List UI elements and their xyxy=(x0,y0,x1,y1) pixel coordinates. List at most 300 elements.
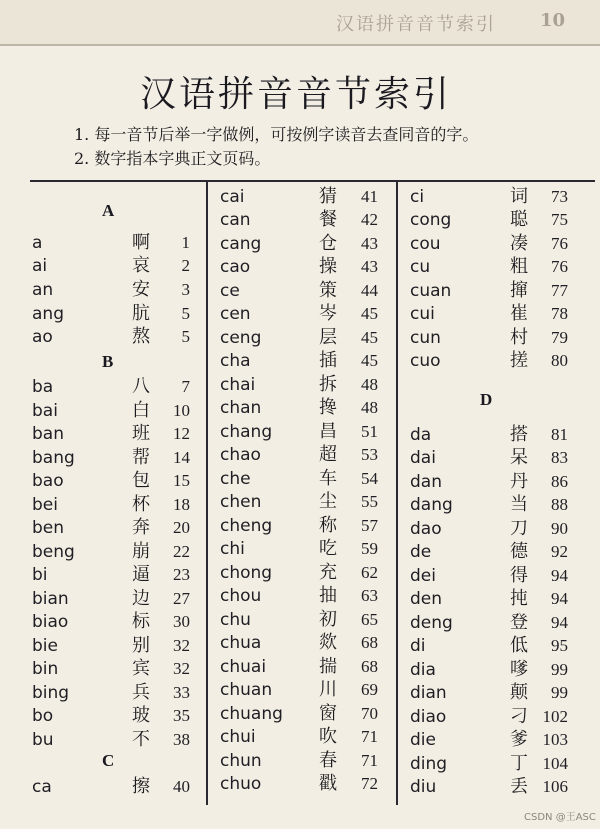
entry-example-character: 尘 xyxy=(319,491,337,512)
index-entry xyxy=(220,302,388,326)
index-entry xyxy=(410,493,578,517)
entry-page-number: 38 xyxy=(173,730,190,749)
entry-example-character: 称 xyxy=(319,515,337,536)
index-entry xyxy=(410,564,578,588)
entry-pinyin: dan xyxy=(410,472,442,492)
entry-example-character: 扽 xyxy=(510,588,528,609)
index-entry xyxy=(220,631,388,655)
entry-example-character: 餐 xyxy=(319,209,337,230)
entry-pinyin: chuang xyxy=(220,704,283,724)
entry-example-character: 昌 xyxy=(319,421,337,442)
entry-page-number: 94 xyxy=(551,589,568,608)
entry-pinyin: de xyxy=(410,542,432,562)
index-entry xyxy=(220,232,388,256)
entry-page-number: 45 xyxy=(361,351,378,370)
entry-pinyin: beng xyxy=(32,542,75,562)
index-entry xyxy=(32,375,200,399)
entry-pinyin: diao xyxy=(410,707,447,727)
entry-pinyin: bi xyxy=(32,565,48,585)
entry-example-character: 登 xyxy=(510,612,528,633)
index-entry xyxy=(410,752,578,776)
entry-pinyin: chu xyxy=(220,610,251,630)
column-divider-1 xyxy=(206,180,208,805)
entry-page-number: 86 xyxy=(551,472,568,491)
entry-page-number: 32 xyxy=(173,636,190,655)
index-entry xyxy=(32,493,200,517)
entry-page-number: 5 xyxy=(181,327,190,346)
entry-pinyin: ban xyxy=(32,424,64,444)
entry-page-number: 94 xyxy=(551,613,568,632)
index-entry xyxy=(410,423,578,447)
entry-pinyin: cou xyxy=(410,234,441,254)
index-entry xyxy=(220,772,388,796)
running-header-title: 汉语拼音音节索引 xyxy=(336,14,496,35)
entry-example-character: 宾 xyxy=(132,658,150,679)
entry-pinyin: chou xyxy=(220,586,262,606)
index-entry xyxy=(410,255,578,279)
entry-page-number: 62 xyxy=(361,563,378,582)
entry-pinyin: dian xyxy=(410,683,447,703)
index-entry xyxy=(32,302,200,326)
entry-example-character: 窗 xyxy=(319,703,337,724)
entry-example-character: 奔 xyxy=(132,517,150,538)
entry-example-character: 搀 xyxy=(319,397,337,418)
entry-example-character: 丢 xyxy=(510,776,528,797)
entry-example-character: 拆 xyxy=(319,374,337,395)
index-entry xyxy=(410,349,578,373)
index-entry xyxy=(410,775,578,799)
index-entry xyxy=(220,255,388,279)
entry-example-character: 班 xyxy=(132,423,150,444)
entry-example-character: 啊 xyxy=(132,232,150,253)
index-entry xyxy=(220,373,388,397)
entry-pinyin: cuan xyxy=(410,281,452,301)
entry-pinyin: dao xyxy=(410,519,442,539)
entry-pinyin: ben xyxy=(32,518,65,538)
entry-page-number: 63 xyxy=(361,586,378,605)
entry-pinyin: bo xyxy=(32,706,54,726)
entry-example-character: 杯 xyxy=(132,494,150,515)
entry-example-character: 肮 xyxy=(132,303,150,324)
entry-pinyin: bin xyxy=(32,659,59,679)
entry-example-character: 帮 xyxy=(132,447,150,468)
entry-pinyin: bu xyxy=(32,730,54,750)
entry-page-number: 73 xyxy=(551,187,568,206)
entry-page-number: 81 xyxy=(551,425,568,444)
index-entry xyxy=(410,540,578,564)
entry-example-character: 别 xyxy=(132,635,150,656)
index-entry xyxy=(410,728,578,752)
entry-pinyin: ang xyxy=(32,304,64,324)
entry-pinyin: chua xyxy=(220,633,262,653)
index-entry xyxy=(32,540,200,564)
entry-example-character: 嗲 xyxy=(510,659,528,680)
entry-pinyin: ce xyxy=(220,281,240,301)
entry-example-character: 不 xyxy=(132,729,150,750)
entry-page-number: 68 xyxy=(361,657,378,676)
index-entry xyxy=(32,422,200,446)
index-entry xyxy=(220,443,388,467)
index-entry xyxy=(220,420,388,444)
entry-example-character: 撺 xyxy=(510,280,528,301)
index-entry xyxy=(32,563,200,587)
entry-page-number: 40 xyxy=(173,777,190,796)
index-entry xyxy=(410,517,578,541)
entry-page-number: 23 xyxy=(173,565,190,584)
entry-page-number: 53 xyxy=(361,445,378,464)
entry-page-number: 90 xyxy=(551,519,568,538)
index-entry xyxy=(410,705,578,729)
entry-pinyin: di xyxy=(410,636,426,656)
entry-pinyin: bang xyxy=(32,448,75,468)
entry-page-number: 27 xyxy=(173,589,190,608)
index-entry xyxy=(220,279,388,303)
index-entry xyxy=(220,655,388,679)
entry-pinyin: cao xyxy=(220,257,251,277)
entry-page-number: 30 xyxy=(173,612,190,631)
entry-example-character: 包 xyxy=(132,470,150,491)
entry-page-number: 15 xyxy=(173,471,190,490)
entry-example-character: 猜 xyxy=(319,186,337,207)
entry-pinyin: ao xyxy=(32,327,53,347)
index-entry xyxy=(220,326,388,350)
entry-example-character: 粗 xyxy=(510,256,528,277)
entry-example-character: 标 xyxy=(132,611,150,632)
entry-pinyin: cheng xyxy=(220,516,273,536)
entry-pinyin: chen xyxy=(220,492,262,512)
entry-pinyin: dai xyxy=(410,448,436,468)
entry-page-number: 72 xyxy=(361,774,378,793)
index-entry xyxy=(32,657,200,681)
entry-pinyin: diu xyxy=(410,777,437,797)
entry-page-number: 99 xyxy=(551,683,568,702)
entry-example-character: 八 xyxy=(132,376,150,397)
entry-page-number: 106 xyxy=(542,777,568,796)
entry-page-number: 1 xyxy=(181,233,190,252)
entry-page-number: 32 xyxy=(173,659,190,678)
header-rule xyxy=(30,180,595,182)
entry-page-number: 75 xyxy=(551,210,568,229)
entry-example-character: 策 xyxy=(319,280,337,301)
entry-page-number: 104 xyxy=(542,754,568,773)
entry-page-number: 99 xyxy=(551,660,568,679)
entry-page-number: 70 xyxy=(361,704,378,723)
entry-example-character: 操 xyxy=(319,256,337,277)
entry-page-number: 95 xyxy=(551,636,568,655)
index-entry xyxy=(220,467,388,491)
entry-pinyin: cuo xyxy=(410,351,441,371)
entry-page-number: 7 xyxy=(181,377,190,396)
index-entry xyxy=(410,279,578,303)
entry-example-character: 川 xyxy=(319,679,337,700)
entry-page-number: 78 xyxy=(551,304,568,323)
entry-pinyin: chi xyxy=(220,539,245,559)
index-entry xyxy=(32,681,200,705)
entry-example-character: 超 xyxy=(319,444,337,465)
entry-page-number: 45 xyxy=(361,304,378,323)
index-entry xyxy=(32,634,200,658)
entry-pinyin: bao xyxy=(32,471,64,491)
entry-example-character: 层 xyxy=(319,327,337,348)
entry-page-number: 68 xyxy=(361,633,378,652)
entry-example-character: 插 xyxy=(319,350,337,371)
index-entry xyxy=(32,254,200,278)
section-letter-c: C xyxy=(102,751,115,770)
entry-pinyin: bing xyxy=(32,683,70,703)
index-entry xyxy=(410,185,578,209)
index-entry xyxy=(410,611,578,635)
entry-page-number: 5 xyxy=(181,304,190,323)
entry-example-character: 当 xyxy=(510,494,528,515)
index-entry xyxy=(220,349,388,373)
entry-example-character: 颠 xyxy=(510,682,528,703)
entry-example-character: 安 xyxy=(132,279,150,300)
entry-example-character: 德 xyxy=(510,541,528,562)
entry-example-character: 白 xyxy=(132,400,150,421)
index-entry xyxy=(220,725,388,749)
entry-pinyin: dei xyxy=(410,566,436,586)
entry-page-number: 22 xyxy=(173,542,190,561)
entry-example-character: 玻 xyxy=(132,705,150,726)
entry-pinyin: deng xyxy=(410,613,453,633)
running-header xyxy=(0,0,600,46)
entry-page-number: 79 xyxy=(551,328,568,347)
index-entry xyxy=(220,749,388,773)
index-entry xyxy=(32,587,200,611)
entry-example-character: 丹 xyxy=(510,471,528,492)
entry-pinyin: den xyxy=(410,589,443,609)
entry-example-character: 爹 xyxy=(510,729,528,750)
index-entry xyxy=(220,208,388,232)
entry-example-character: 刀 xyxy=(510,518,528,539)
entry-pinyin: bie xyxy=(32,636,58,656)
entry-pinyin: chai xyxy=(220,375,256,395)
entry-example-character: 丁 xyxy=(510,753,528,774)
entry-pinyin: ai xyxy=(32,256,48,276)
entry-pinyin: chun xyxy=(220,751,262,771)
entry-pinyin: cha xyxy=(220,351,251,371)
entry-example-character: 初 xyxy=(319,609,337,630)
entry-page-number: 14 xyxy=(173,448,190,467)
entry-page-number: 71 xyxy=(361,727,378,746)
entry-page-number: 71 xyxy=(361,751,378,770)
entry-page-number: 18 xyxy=(173,495,190,514)
entry-pinyin: dia xyxy=(410,660,436,680)
entry-example-character: 呆 xyxy=(510,447,528,468)
watermark: CSDN @王ASC xyxy=(524,812,596,823)
entry-page-number: 54 xyxy=(361,469,378,488)
entry-page-number: 20 xyxy=(173,518,190,537)
entry-page-number: 2 xyxy=(181,256,190,275)
index-entry xyxy=(220,490,388,514)
entry-example-character: 凑 xyxy=(510,233,528,254)
entry-page-number: 33 xyxy=(173,683,190,702)
entry-example-character: 吃 xyxy=(319,538,337,559)
entry-example-character: 搓 xyxy=(510,350,528,371)
entry-pinyin: da xyxy=(410,425,432,445)
entry-pinyin: cang xyxy=(220,234,262,254)
entry-pinyin: bai xyxy=(32,401,58,421)
index-entry xyxy=(220,396,388,420)
entry-page-number: 43 xyxy=(361,257,378,276)
index-entry xyxy=(220,584,388,608)
entry-example-character: 聪 xyxy=(510,209,528,230)
index-entry xyxy=(220,514,388,538)
entry-pinyin: chan xyxy=(220,398,262,418)
entry-page-number: 92 xyxy=(551,542,568,561)
entry-page-number: 94 xyxy=(551,566,568,585)
index-entry xyxy=(32,325,200,349)
index-entry xyxy=(410,446,578,470)
entry-pinyin: chong xyxy=(220,563,273,583)
entry-page-number: 76 xyxy=(551,257,568,276)
usage-note-1: 1. 每一音节后举一字做例，可按例字读音去查同音的字。 xyxy=(74,125,479,144)
entry-pinyin: dang xyxy=(410,495,453,515)
entry-example-character: 崔 xyxy=(510,303,528,324)
entry-example-character: 揣 xyxy=(319,656,337,677)
index-entry xyxy=(220,537,388,561)
index-entry xyxy=(32,728,200,752)
index-entry xyxy=(410,658,578,682)
index-entry xyxy=(32,775,200,799)
index-entry xyxy=(220,608,388,632)
index-entry xyxy=(32,516,200,540)
entry-example-character: 逼 xyxy=(132,564,150,585)
entry-example-character: 哀 xyxy=(132,255,150,276)
entry-page-number: 77 xyxy=(551,281,568,300)
entry-page-number: 88 xyxy=(551,495,568,514)
entry-example-character: 戳 xyxy=(319,773,337,794)
entry-pinyin: cun xyxy=(410,328,441,348)
entry-example-character: 擦 xyxy=(132,776,150,797)
index-entry xyxy=(32,446,200,470)
entry-page-number: 103 xyxy=(542,730,568,749)
entry-example-character: 抽 xyxy=(319,585,337,606)
entry-example-character: 吹 xyxy=(319,726,337,747)
entry-example-character: 仓 xyxy=(319,233,337,254)
entry-page-number: 43 xyxy=(361,234,378,253)
entry-page-number: 44 xyxy=(361,281,378,300)
index-entry xyxy=(410,326,578,350)
entry-page-number: 57 xyxy=(361,516,378,535)
entry-page-number: 12 xyxy=(173,424,190,443)
entry-pinyin: ding xyxy=(410,754,448,774)
index-entry xyxy=(410,232,578,256)
entry-pinyin: chui xyxy=(220,727,256,747)
entry-pinyin: a xyxy=(32,233,43,253)
entry-example-character: 岑 xyxy=(319,303,337,324)
entry-example-character: 崩 xyxy=(132,541,150,562)
index-entry xyxy=(32,469,200,493)
entry-pinyin: cong xyxy=(410,210,452,230)
entry-page-number: 41 xyxy=(361,187,378,206)
entry-example-character: 熬 xyxy=(132,326,150,347)
entry-page-number: 48 xyxy=(361,375,378,394)
entry-pinyin: ceng xyxy=(220,328,262,348)
entry-page-number: 80 xyxy=(551,351,568,370)
entry-pinyin: cen xyxy=(220,304,251,324)
entry-pinyin: chuan xyxy=(220,680,273,700)
index-entry xyxy=(220,678,388,702)
page-title: 汉语拼音音节索引 xyxy=(140,74,453,115)
entry-pinyin: can xyxy=(220,210,251,230)
column-divider-2 xyxy=(396,180,398,805)
entry-page-number: 48 xyxy=(361,398,378,417)
section-letter-a: A xyxy=(102,201,115,220)
entry-pinyin: cui xyxy=(410,304,435,324)
entry-example-character: 村 xyxy=(510,327,528,348)
index-entry xyxy=(220,702,388,726)
entry-example-character: 得 xyxy=(510,565,528,586)
index-entry xyxy=(220,185,388,209)
entry-page-number: 83 xyxy=(551,448,568,467)
running-header-page-number: 10 xyxy=(540,10,566,31)
entry-pinyin: chang xyxy=(220,422,273,442)
index-entry xyxy=(32,704,200,728)
entry-example-character: 充 xyxy=(319,562,337,583)
entry-page-number: 3 xyxy=(181,280,190,299)
entry-example-character: 词 xyxy=(510,186,528,207)
index-entry xyxy=(32,399,200,423)
index-entry xyxy=(32,610,200,634)
entry-page-number: 65 xyxy=(361,610,378,629)
entry-pinyin: bian xyxy=(32,589,69,609)
entry-pinyin: cai xyxy=(220,187,245,207)
entry-page-number: 45 xyxy=(361,328,378,347)
entry-page-number: 69 xyxy=(361,680,378,699)
entry-page-number: 51 xyxy=(361,422,378,441)
index-entry xyxy=(32,278,200,302)
entry-pinyin: an xyxy=(32,280,54,300)
index-entry xyxy=(410,208,578,232)
entry-example-character: 边 xyxy=(132,588,150,609)
entry-example-character: 搭 xyxy=(510,424,528,445)
index-entry xyxy=(410,587,578,611)
entry-pinyin: ba xyxy=(32,377,54,397)
entry-example-character: 刁 xyxy=(510,706,528,727)
entry-pinyin: chuai xyxy=(220,657,267,677)
index-entry xyxy=(410,470,578,494)
section-letter-b: B xyxy=(102,352,114,371)
entry-pinyin: bei xyxy=(32,495,58,515)
entry-pinyin: biao xyxy=(32,612,69,632)
entry-example-character: 车 xyxy=(319,468,337,489)
index-entry xyxy=(220,561,388,585)
entry-pinyin: chao xyxy=(220,445,261,465)
entry-example-character: 兵 xyxy=(132,682,150,703)
entry-pinyin: che xyxy=(220,469,251,489)
usage-note-2: 2. 数字指本字典正文页码。 xyxy=(74,149,271,168)
entry-pinyin: ca xyxy=(32,777,52,797)
entry-page-number: 10 xyxy=(173,401,190,420)
entry-page-number: 42 xyxy=(361,210,378,229)
entry-page-number: 59 xyxy=(361,539,378,558)
index-entry xyxy=(32,231,200,255)
entry-example-character: 春 xyxy=(319,750,337,771)
entry-pinyin: cu xyxy=(410,257,431,277)
section-letter-d: D xyxy=(480,390,493,409)
entry-example-character: 低 xyxy=(510,635,528,656)
entry-pinyin: chuo xyxy=(220,774,262,794)
entry-page-number: 35 xyxy=(173,706,190,725)
index-entry xyxy=(410,634,578,658)
entry-page-number: 102 xyxy=(542,707,568,726)
entry-page-number: 55 xyxy=(361,492,378,511)
index-entry xyxy=(410,681,578,705)
entry-page-number: 76 xyxy=(551,234,568,253)
entry-pinyin: ci xyxy=(410,187,425,207)
entry-pinyin: die xyxy=(410,730,436,750)
